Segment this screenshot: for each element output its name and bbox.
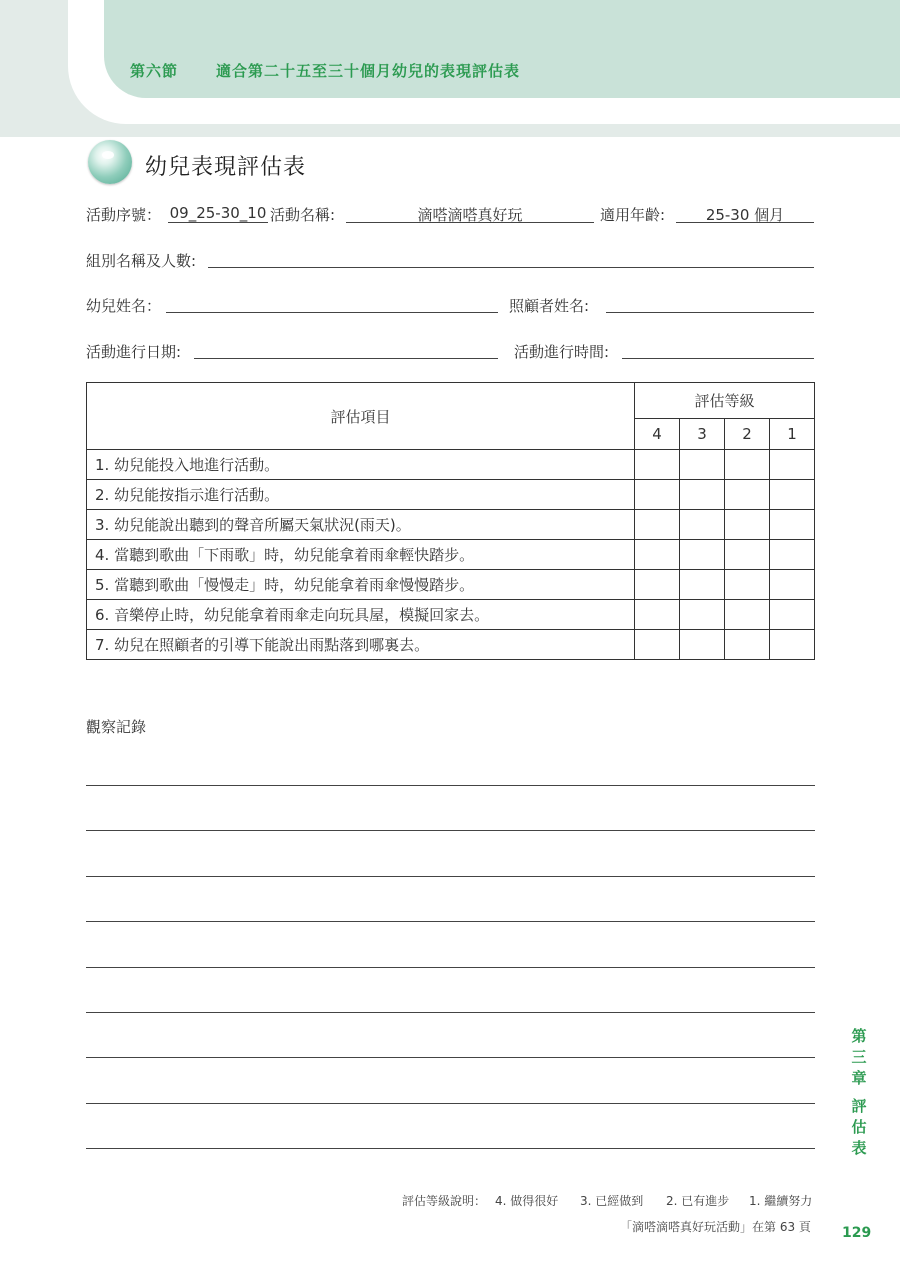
grade-4-header: 4 (635, 419, 680, 450)
page-reference: 「滴嗒滴嗒真好玩活動」在第 63 頁 (620, 1220, 811, 1234)
observation-line[interactable] (86, 1103, 815, 1104)
grade-box[interactable] (635, 540, 680, 570)
section-number: 第六節 (130, 62, 179, 80)
observation-label: 觀察記錄 (86, 718, 147, 736)
grade-box[interactable] (725, 600, 770, 630)
observation-line[interactable] (86, 830, 815, 831)
legend-item-4: 4. 做得很好 (495, 1194, 559, 1208)
activity-no-value: 09_25-30_10 (169, 204, 267, 222)
activity-name-label: 活動名稱: (270, 206, 336, 224)
activity-name-value: 滴嗒滴嗒真好玩 (417, 206, 523, 224)
child-name-label: 幼兒姓名： (86, 297, 162, 315)
grade-box[interactable] (680, 600, 725, 630)
grade-box[interactable] (680, 540, 725, 570)
item-text: 3. 幼兒能說出聽到的聲音所屬天氣狀況(雨天)。 (87, 510, 635, 540)
age-value: 25-30 個月 (705, 206, 785, 224)
form-title: 幼兒表現評估表 (145, 155, 307, 180)
activity-name-line (346, 222, 594, 223)
grade-box[interactable] (770, 510, 815, 540)
item-text: 6. 音樂停止時，幼兒能拿着雨傘走向玩具屋，模擬回家去。 (87, 600, 635, 630)
grade-box[interactable] (725, 480, 770, 510)
item-text: 1. 幼兒能投入地進行活動。 (87, 450, 635, 480)
grade-box[interactable] (770, 540, 815, 570)
grade-1-header: 1 (770, 419, 815, 450)
grade-box[interactable] (635, 480, 680, 510)
grade-box[interactable] (770, 480, 815, 510)
group-field[interactable] (208, 267, 814, 268)
item-header: 評估項目 (87, 383, 635, 450)
observation-line[interactable] (86, 785, 815, 786)
carer-name-field[interactable] (606, 312, 814, 313)
grade-box[interactable] (770, 450, 815, 480)
observation-line[interactable] (86, 1012, 815, 1013)
grade-header: 評估等級 (635, 383, 815, 419)
grade-box[interactable] (635, 630, 680, 660)
legend-label: 評估等級說明： (402, 1194, 487, 1208)
grade-box[interactable] (725, 540, 770, 570)
grade-box[interactable] (680, 630, 725, 660)
grade-box[interactable] (680, 510, 725, 540)
item-text: 4. 當聽到歌曲「下雨歌」時，幼兒能拿着雨傘輕快踏步。 (87, 540, 635, 570)
observation-line[interactable] (86, 876, 815, 877)
side-chapter-label: 第三章 (851, 1027, 867, 1087)
header-panel (104, 0, 900, 98)
grade-box[interactable] (725, 510, 770, 540)
carer-name-label: 照顧者姓名: (509, 297, 590, 315)
age-line (676, 222, 814, 223)
item-text: 5. 當聽到歌曲「慢慢走」時，幼兒能拿着雨傘慢慢踏步。 (87, 570, 635, 600)
table-row (87, 540, 815, 570)
grade-box[interactable] (635, 570, 680, 600)
time-label: 活動進行時間: (514, 343, 610, 361)
grade-box[interactable] (725, 630, 770, 660)
observation-line[interactable] (86, 921, 815, 922)
grade-box[interactable] (725, 570, 770, 600)
time-field[interactable] (622, 358, 814, 359)
table-row (87, 600, 815, 630)
page-number: 129 (842, 1225, 872, 1241)
activity-no-label: 活動序號： (86, 206, 162, 224)
observation-line[interactable] (86, 1057, 815, 1058)
section-title: 適合第二十五至三十個月幼兒的表現評估表 (216, 62, 521, 80)
observation-line[interactable] (86, 967, 815, 968)
date-field[interactable] (194, 358, 498, 359)
table-row (87, 630, 815, 660)
grade-2-header: 2 (725, 419, 770, 450)
child-name-field[interactable] (166, 312, 498, 313)
grade-3-header: 3 (680, 419, 725, 450)
grade-box[interactable] (680, 480, 725, 510)
table-row (87, 570, 815, 600)
grade-box[interactable] (770, 600, 815, 630)
group-label: 組別名稱及人數: (86, 252, 197, 270)
legend-item-2: 2. 已有進步 (666, 1194, 730, 1208)
grade-box[interactable] (635, 450, 680, 480)
item-text: 2. 幼兒能按指示進行活動。 (87, 480, 635, 510)
grade-box[interactable] (635, 600, 680, 630)
legend-item-1: 1. 繼續努力 (749, 1194, 813, 1208)
table-row (87, 480, 815, 510)
bubble-icon (88, 140, 132, 184)
legend-item-3: 3. 已經做到 (580, 1194, 644, 1208)
grade-box[interactable] (680, 570, 725, 600)
observation-line[interactable] (86, 1148, 815, 1149)
evaluation-table (86, 382, 815, 660)
grade-box[interactable] (680, 450, 725, 480)
table-row (87, 510, 815, 540)
age-label: 適用年齡: (600, 206, 666, 224)
table-row (87, 450, 815, 480)
grade-box[interactable] (725, 450, 770, 480)
item-text: 7. 幼兒在照顧者的引導下能說出雨點落到哪裏去。 (87, 630, 635, 660)
grade-box[interactable] (770, 570, 815, 600)
activity-no-line (168, 222, 268, 223)
date-label: 活動進行日期: (86, 343, 182, 361)
grade-box[interactable] (635, 510, 680, 540)
grade-box[interactable] (770, 630, 815, 660)
side-title-label: 評估表 (851, 1097, 867, 1157)
